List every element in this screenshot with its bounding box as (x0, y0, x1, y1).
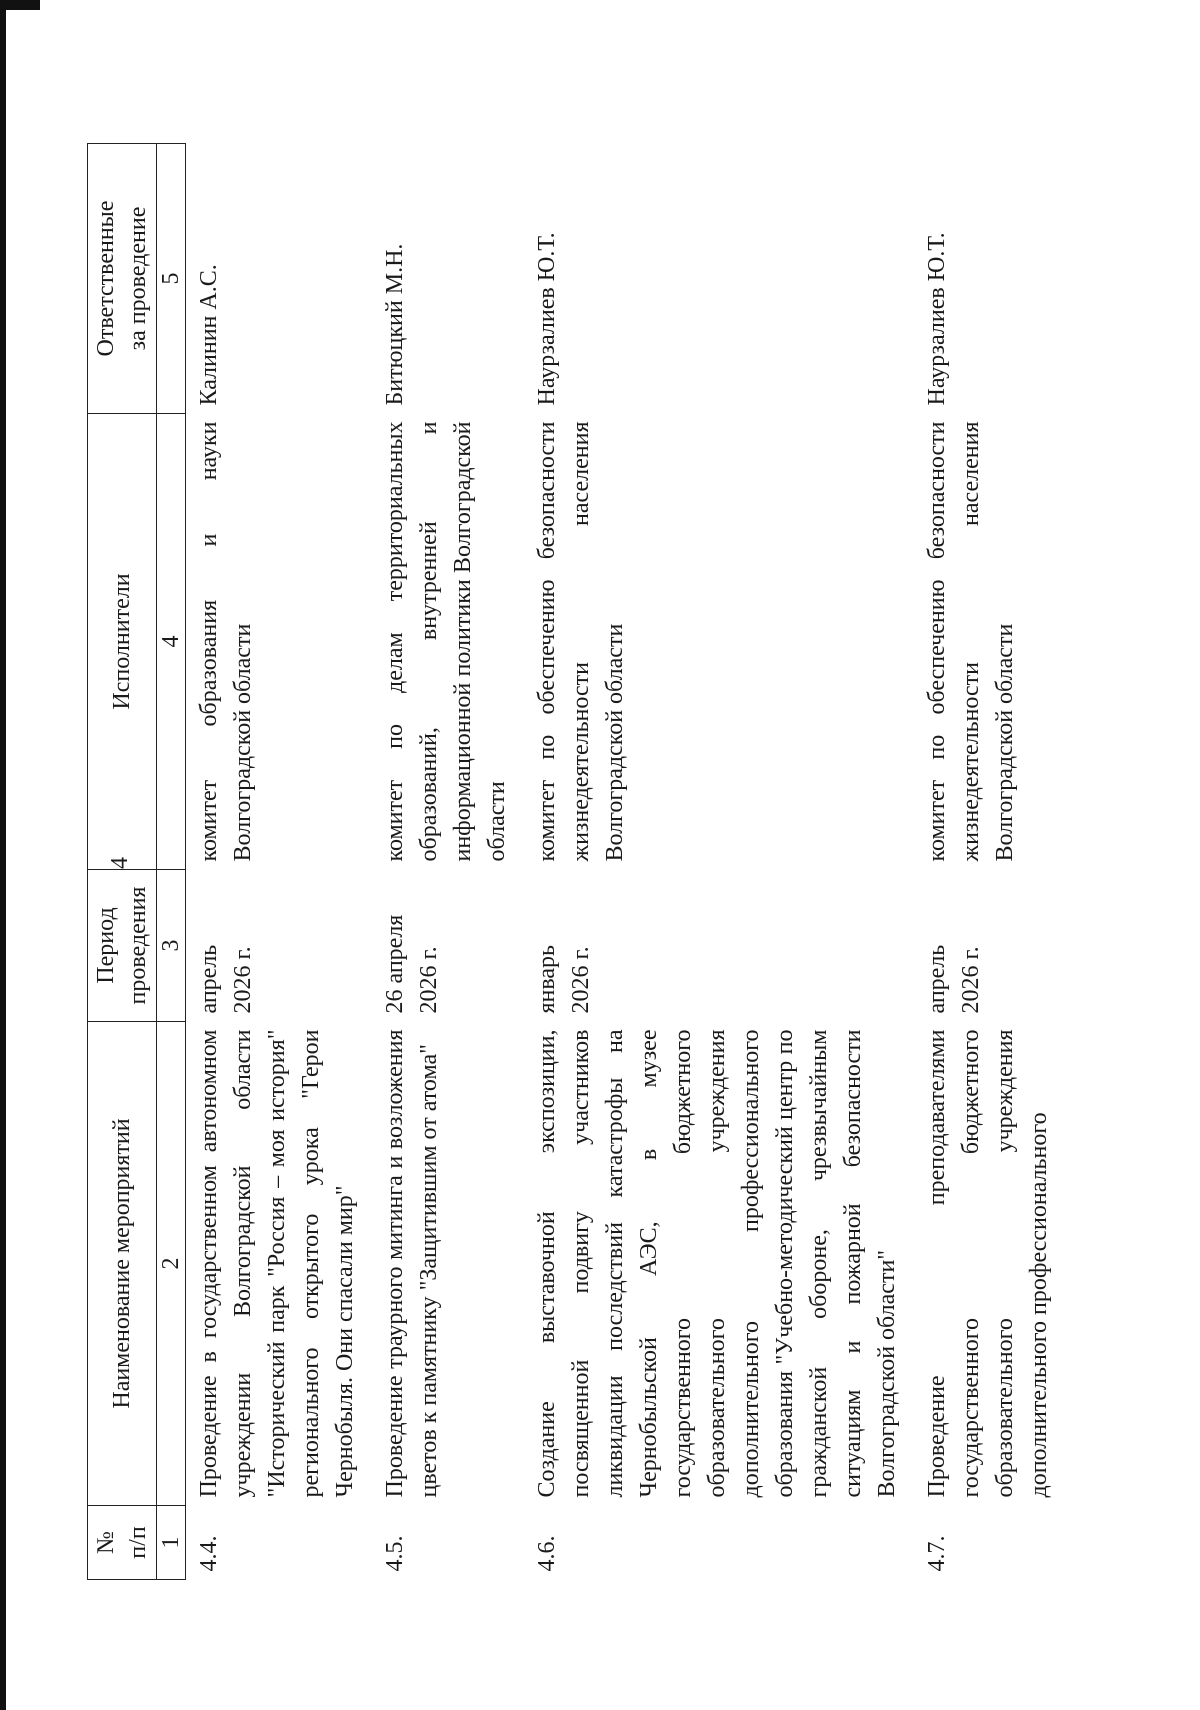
header-responsible-line2: за проведение (125, 206, 151, 351)
event-responsible: Наурзалиев Ю.Т. (534, 232, 560, 406)
event-period (186, 870, 373, 1022)
column-number: 2 (157, 1022, 186, 1506)
header-responsible-line1: Ответственные (93, 200, 119, 357)
column-number: 4 (157, 414, 186, 870)
header-responsible (88, 144, 157, 414)
period-line1: январь (534, 945, 560, 1014)
period-line1: 26 апреля (382, 914, 408, 1014)
scan-edge (0, 0, 6, 1710)
period-line2: 2026 г. (568, 946, 594, 1014)
event-responsible: Битюцкий М.Н. (382, 243, 408, 406)
period-line2: 2026 г. (416, 946, 442, 1014)
row-number: 4.4. (196, 1535, 222, 1572)
table-header-row (88, 144, 157, 1580)
header-executors: Исполнители (88, 414, 157, 870)
event-executors: комитет образования и науки Волгоградской области (196, 421, 256, 862)
table-row (372, 144, 524, 1580)
row-number: 4.5. (382, 1535, 408, 1572)
column-number: 1 (157, 1506, 186, 1580)
events-table (87, 143, 1066, 1580)
table-row (524, 144, 914, 1580)
event-name: Проведение траурного митинга и возложения цветов к памятнику "Защитившим от атома" (382, 1029, 442, 1498)
header-num (88, 1506, 157, 1580)
scan-corner-mark (0, 0, 40, 10)
event-executors: комитет по обеспечению безопасности жизнедеятельности населения Волгоградской области (534, 421, 628, 862)
column-number: 5 (157, 144, 186, 414)
period-line2: 2026 г. (958, 946, 984, 1014)
table-row (914, 144, 1066, 1580)
page-number: 4 (106, 857, 133, 869)
header-num-line2: п/п (125, 1526, 151, 1559)
event-period (372, 870, 524, 1022)
column-numbers-row (157, 144, 186, 1580)
header-num-line1: № (93, 1531, 119, 1554)
event-responsible: Наурзалиев Ю.Т. (924, 232, 950, 406)
row-number: 4.7. (924, 1535, 950, 1572)
event-period (914, 870, 1066, 1022)
period-line1: апрель (924, 944, 950, 1014)
header-period-line2: проведения (125, 886, 151, 1005)
event-period (524, 870, 914, 1022)
header-period-line1: Период (93, 907, 119, 984)
table-row (186, 144, 373, 1580)
header-name: Наименование мероприятий (88, 1022, 157, 1506)
rotated-page (80, 75, 1120, 1635)
column-number: 3 (157, 870, 186, 1022)
header-period (88, 870, 157, 1022)
event-executors: комитет по обеспечению безопасности жизнедеятельности населения Волгоградской области (924, 421, 1018, 862)
period-line2: 2026 г. (230, 946, 256, 1014)
period-line1: апрель (196, 944, 222, 1014)
row-number: 4.6. (534, 1535, 560, 1572)
event-name: Создание выставочной экспозиции, посвященной подвигу участников ликвидации последствий катастрофы на Чернобыльской АЭС, в музее государственного бюджетного образовательного учреждения дополнительного профессионального образования "Учебно-методический центр по гражданской обороне, чрезвычайным ситуациям и пожарной безопасности Волгоградской области" (534, 1029, 900, 1498)
event-responsible: Калинин А.С. (196, 264, 222, 406)
event-name: Проведение в государственном автономном учреждении Волгоградской области "Исторический парк "Россия – моя история" регионального открытого урока "Герои Чернобыля. Они спасали мир" (196, 1029, 358, 1498)
event-name: Проведение преподавателями государственного бюджетного образовательного учреждения дополнительного профессионального (924, 1029, 1052, 1498)
event-executors: комитет по делам территориальных образований, внутренней и информационной политики Волгоградской области (382, 421, 510, 862)
